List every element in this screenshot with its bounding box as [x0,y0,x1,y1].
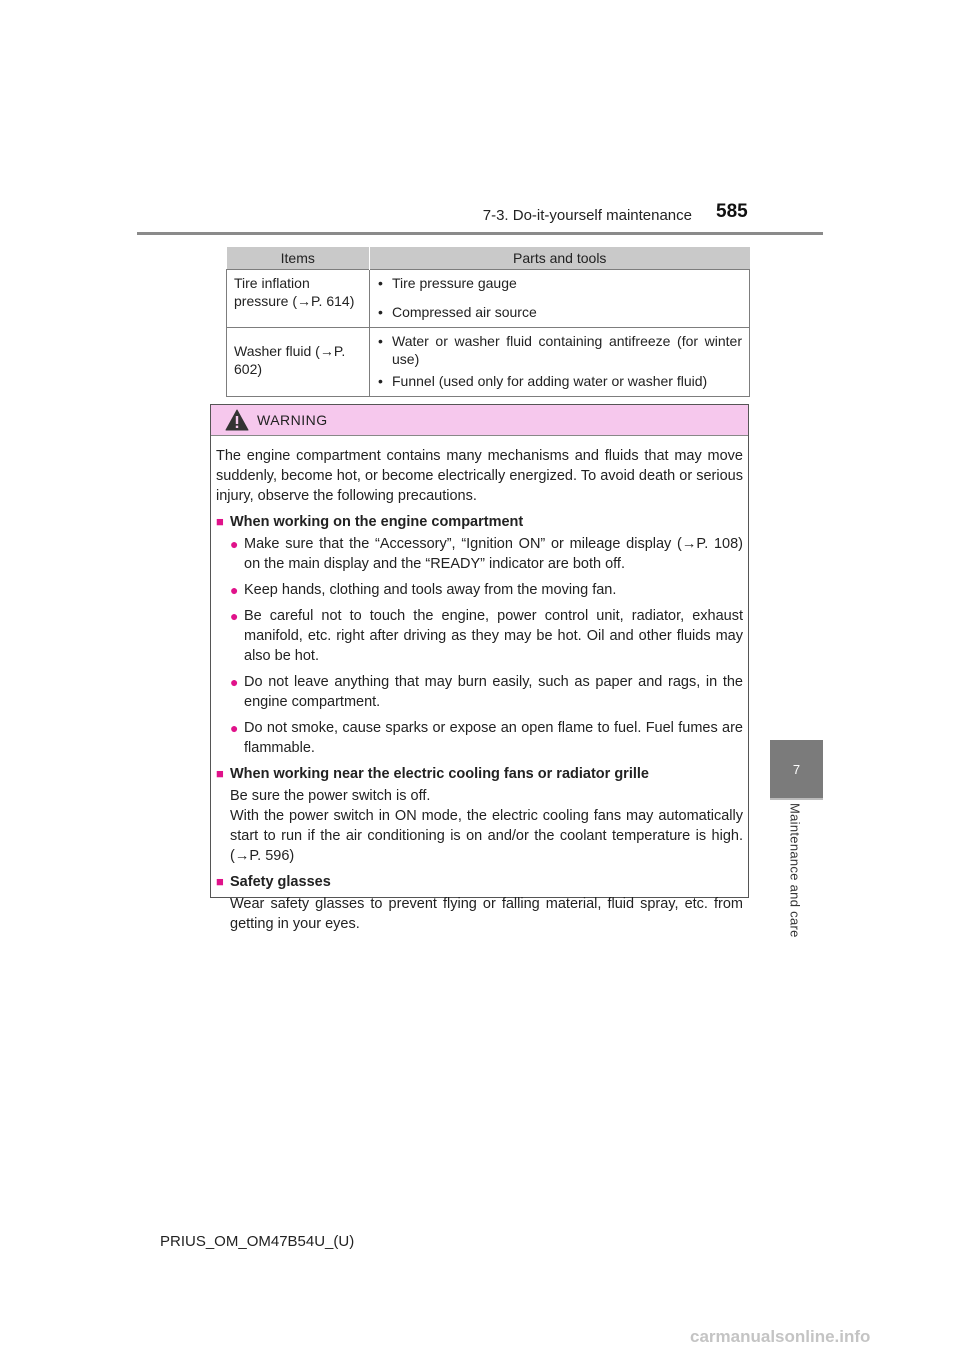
tool-bullet: • Water or washer fluid containing antifreeze (for winter use) [378,333,742,367]
square-bullet-icon: ■ [216,874,224,889]
table-row [227,270,750,328]
warning-box [210,404,749,932]
table-header-row [227,247,750,270]
circle-bullet-icon: ● [230,674,239,690]
chapter-tab [770,740,823,798]
section-heading: ■ When working near the electric cooling fans or radiator grille [216,766,649,782]
table-header-parts: Parts and tools [370,247,750,270]
warning-triangle-icon [225,409,249,431]
tool-bullet: • Tire pressure gauge [378,275,517,291]
header-rule [137,232,823,235]
list-item: ● Do not smoke, cause sparks or expose an open flame to fuel. Fuel fumes are flammable. [230,720,743,756]
header-section-title: 7-3. Do-it-yourself maintenance [482,207,692,224]
warning-header [211,405,748,436]
chapter-label [780,800,810,960]
circle-bullet-icon: ● [230,720,239,736]
table-cell-item: Washer fluid (→P. 602) [227,328,370,397]
list-item: ● Be careful not to touch the engine, power control unit, radiator, exhaust manifold, etc. right after driving as they may be hot. Oil and other fluids may also be hot. [230,608,743,664]
circle-bullet-icon: ● [230,536,239,552]
tool-bullet: • Funnel (used only for adding water or washer fluid) [378,373,708,389]
page-number: 585 [716,201,748,222]
chapter-number: 7 [792,761,801,777]
circle-bullet-icon: ● [230,582,239,598]
table-cell-item: Tire inflation pressure (→P. 614) [227,270,370,328]
table-cell-tools [370,270,750,328]
chapter-label-text: Maintenance and care [787,803,803,938]
circle-bullet-icon: ● [230,608,239,624]
list-item: ● Do not leave anything that may burn easily, such as paper and rags, in the engine compartment. [230,674,743,710]
warning-body [211,436,748,934]
list-item: ● Make sure that the “Accessory”, “Ignition ON” or mileage display (→P. 108) on the main display and the “READY” indicator are both off. [230,536,743,572]
table-header-items: Items [227,247,370,270]
table-row [227,328,750,397]
square-bullet-icon: ■ [216,766,224,781]
section-heading: ■ When working on the engine compartment [216,514,524,530]
warning-intro: The engine compartment contains many mechanisms and fluids that may move suddenly, become hot, or become electrically energized. To avoid death or serious injury, observe the following precautions. [216,448,743,504]
section-text: Wear safety glasses to prevent flying or falling material, fluid spray, etc. from getting in your eyes. [230,896,743,932]
tool-bullet: • Compressed air source [378,304,537,320]
manual-code: PRIUS_OM_OM47B54U_(U) [160,1233,355,1250]
table-cell-tools [370,328,750,397]
section-text: Be sure the power switch is off. With the power switch in ON mode, the electric cooling fans may automatically start to run if the air conditioning is on and/or the coolant temperature is high. (→P. 596) [230,788,743,864]
parts-table [226,247,750,397]
section-heading: ■ Safety glasses [216,874,331,890]
warning-title: WARNING [257,412,328,428]
square-bullet-icon: ■ [216,514,224,529]
list-item: ● Keep hands, clothing and tools away from the moving fan. [230,582,617,598]
watermark: carmanualsonline.info [690,1327,871,1346]
